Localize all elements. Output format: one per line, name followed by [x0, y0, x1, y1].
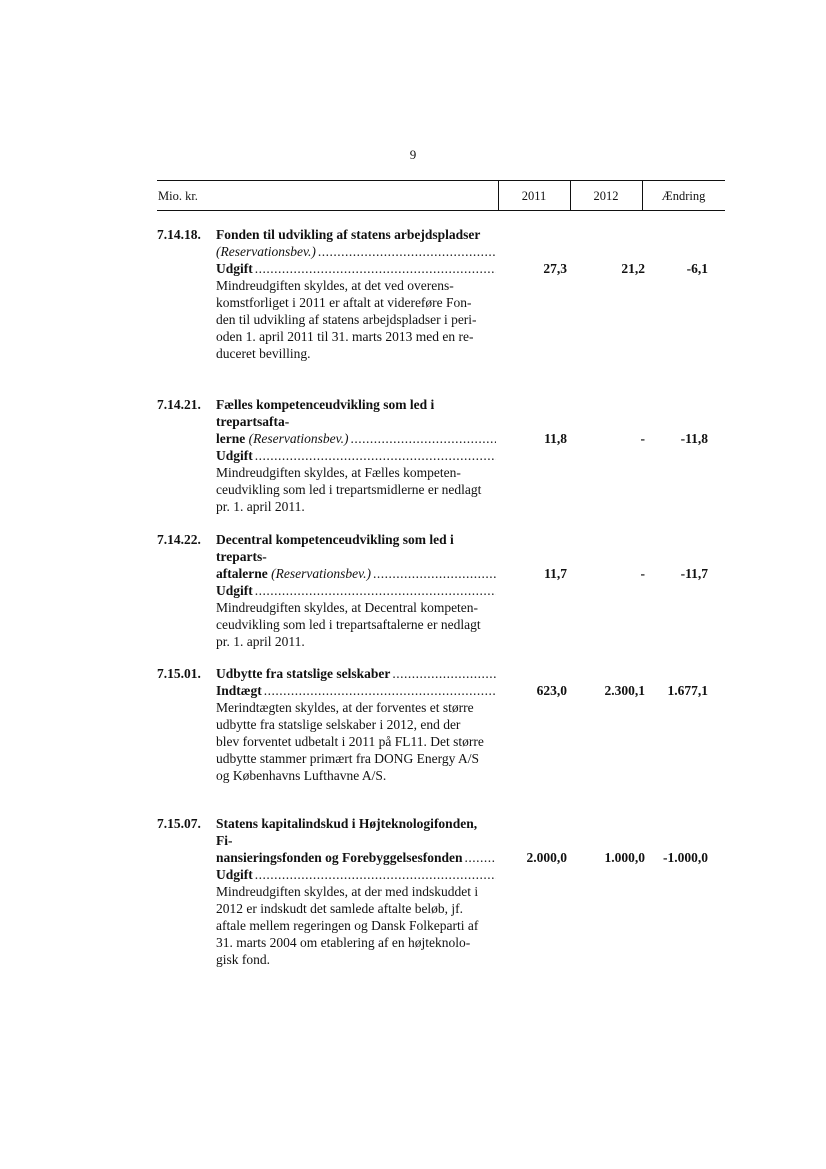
- appropriation-type: (Reservationsbev.): [271, 566, 371, 581]
- value-change: -6,1: [686, 261, 708, 276]
- account-number: 7.14.22.: [157, 532, 201, 547]
- section-title: Fonden til udvikling af statens arbejdspladser: [216, 227, 481, 242]
- section-title-continued: lerne: [216, 431, 246, 446]
- column-header-change: Ændring: [661, 189, 706, 203]
- section-title-continued: aftalerne: [216, 566, 268, 581]
- type-label: Udgift: [216, 867, 253, 882]
- value-2012: 21,2: [621, 261, 645, 276]
- value-2011: 11,7: [544, 566, 567, 581]
- value-change: -1.000,0: [663, 850, 708, 865]
- description: Mindreudgiften skyldes, at Decentral kompeten- ceudvikling som led i trepartsaftalerne er nedlagt pr. 1. april 2011.: [216, 600, 481, 649]
- section-title: Fælles kompetenceudvikling som led i trepartsafta-: [216, 397, 435, 429]
- type-label: Udgift: [216, 261, 253, 276]
- type-label: Indtægt: [216, 683, 262, 698]
- description: Merindtægten skyldes, at der forventes et større udbytte fra statslige selskaber i 2012, end der blev forventet udbetalt i 2011 på FL11. Det større udbytte stammer primært fra DONG Energy A/S og Københavns Lufthavne A/S.: [216, 700, 484, 783]
- value-2012: -: [640, 566, 645, 581]
- section-title-continued: nansieringsfonden og Forebyggelsesfonden: [216, 850, 463, 865]
- type-label: Udgift: [216, 583, 253, 598]
- value-2011: 2.000,0: [526, 850, 567, 865]
- value-2011: 11,8: [544, 431, 567, 446]
- table-header: [157, 180, 725, 211]
- column-header-2012: 2012: [593, 189, 619, 203]
- value-change: 1.677,1: [667, 683, 708, 698]
- description: Mindreudgiften skyldes, at der med indskuddet i 2012 er indskudt det samlede aftalte beløb, jf. aftale mellem regeringen og Dansk Folkeparti af 31. marts 2004 om etablering af en højteknolo- gisk fond.: [216, 884, 479, 967]
- type-label: Udgift: [216, 448, 253, 463]
- section-title: Statens kapitalindskud i Højteknologifonden, Fi-: [216, 816, 478, 848]
- value-2012: 1.000,0: [604, 850, 645, 865]
- account-number: 7.15.01.: [157, 666, 201, 681]
- description: Mindreudgiften skyldes, at det ved overens- komstforliget i 2011 er aftalt at videreføre Fon- den til udvikling af statens arbejdspladser i peri- oden 1. april 2011 til 31. marts 2013 med en re- duceret bevilling.: [216, 278, 477, 361]
- account-number: 7.14.21.: [157, 397, 201, 412]
- unit-label: Mio. kr.: [158, 189, 198, 203]
- account-number: 7.15.07.: [157, 816, 201, 831]
- value-change: -11,7: [680, 566, 708, 581]
- value-2011: 27,3: [543, 261, 567, 276]
- description: Mindreudgiften skyldes, at Fælles kompeten- ceudvikling som led i trepartsmidlerne er nedlagt pr. 1. april 2011.: [216, 465, 482, 514]
- value-2012: 2.300,1: [604, 683, 645, 698]
- column-header-2011: 2011: [521, 189, 547, 203]
- account-number: 7.14.18.: [157, 227, 201, 242]
- value-change: -11,8: [680, 431, 708, 446]
- value-2012: -: [640, 431, 645, 446]
- section-title: Udbytte fra statslige selskaber: [216, 666, 391, 681]
- page-number: 9: [409, 147, 417, 162]
- appropriation-type: (Reservationsbev.): [248, 431, 349, 446]
- appropriation-type: (Reservationsbev.): [216, 244, 316, 259]
- section-title: Decentral kompetenceudvikling som led i treparts-: [216, 532, 454, 564]
- value-2011: 623,0: [536, 683, 567, 698]
